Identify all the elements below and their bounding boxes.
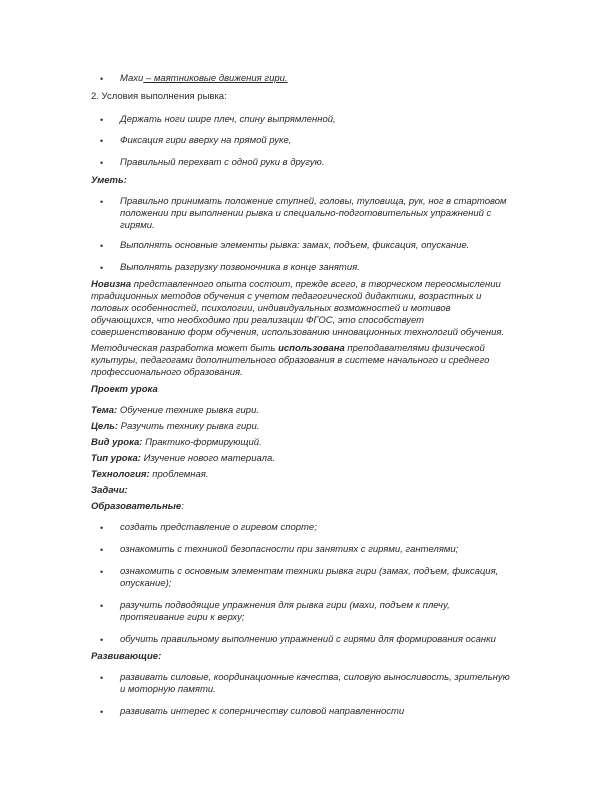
paragraph-line: совершенствованию форм обучения, использованию инновационных технологий обучения. [91,327,505,338]
paragraph-line: традиционных методов обучения с учетом педагогической дидактики, возрастных и [91,291,482,302]
field-line [91,421,259,433]
bullet-icon: • [100,635,104,645]
list-item-line: развивать силовые, координационные качества, силовую выносливость, зрительную [120,672,510,683]
field-label: Задачи: [91,485,128,496]
paragraph-line: половых особенностей, психологии, индивидуальных возможностей и мотивов [91,303,451,314]
heading-text: Развивающие: [91,651,162,662]
bullet-icon: • [100,136,104,146]
bullet-icon: • [100,263,104,273]
list-item: ознакомить с техникой безопасности при занятиях с гирями, гантелями; [120,544,459,555]
bullet-icon: • [100,115,104,125]
list-item: развивать интерес к соперничеству силовой направленности [120,706,405,717]
list-item-line: гирями. [120,220,155,231]
list-item: Фиксация гири вверху на прямой руке, [120,135,292,146]
field-label: Тема: [91,405,118,416]
paragraph-line: обучающихся, что необходимо при реализации ФГОС, это способствует [91,315,425,326]
paragraph-text: Методическая разработка может быть [91,343,279,354]
field-value: Практико-формирующий. [142,437,262,448]
bullet-icon: • [100,567,104,577]
list-item-line: протягивание гири к верху; [120,612,245,623]
field-line [91,405,259,417]
heading-text: Проект урока [91,384,158,395]
bullet-icon: • [100,523,104,533]
bullet-icon: • [100,601,104,611]
list-item-text: Махи [120,73,144,84]
list-item-line: опускание); [120,578,172,589]
emphasis-text: использована [278,343,345,354]
paragraph-line [91,343,485,355]
bullet-icon: • [100,158,104,168]
bullet-icon: • [100,241,104,251]
bullet-icon: • [100,545,104,555]
section-heading [91,651,161,663]
list-item: Выполнять основные элементы рывка: замах, подъем, фиксация, опускание. [120,240,470,251]
list-item-line: Правильно принимать положение ступней, головы, туловища, рук, ног в стартовом [120,196,507,207]
bullet-icon: • [100,707,104,717]
field-line [91,485,128,497]
list-item: Держать ноги шире плеч, спину выпрямленной, [120,114,336,125]
list-item-line: и моторную памяти. [120,684,216,695]
field-value: проблемная. [149,469,209,480]
list-item-line: положении при выполнении рывка и специально-подготовительных упражнений с [120,208,492,219]
section-heading: 2. Условия выполнения рывка: [91,91,227,102]
list-item-line: разучить подводящие упражнения для рывка гири (махи, подъем к плечу, [120,600,450,611]
list-item: Правильный перехват с одной руки в другую. [120,157,325,168]
list-item [120,73,288,85]
bullet-icon: • [100,197,104,207]
field-line [91,453,275,465]
heading-text: Уметь: [91,175,127,186]
heading-text: Образовательные [91,501,182,512]
field-label: Вид урока: [91,437,143,448]
field-value: Обучение технике рывка гири. [117,405,260,416]
heading-colon: : [181,501,184,512]
section-heading [91,384,158,396]
field-label: Технология: [91,469,150,480]
list-item: Выполнять разгрузку позвоночника в конце занятия. [120,262,360,273]
section-heading [91,175,127,187]
field-label: Цель: [91,421,119,432]
paragraph-line: культуры, педагогами дополнительного образования в системе начального и среднего [91,355,490,366]
list-item: обучить правильному выполнению упражнений с гирями для формирования осанки [120,634,496,645]
list-item-text: – маятниковые движения гири. [143,73,288,84]
paragraph-line [91,279,501,291]
paragraph-text: преподавателями физической [344,343,485,354]
paragraph-line: профессионального образования. [91,367,243,378]
bullet-icon: • [100,673,104,683]
field-value: Разучить технику рывка гири. [118,421,260,432]
bullet-icon: • [100,74,104,84]
field-label: Тип урока: [91,453,141,464]
list-item: создать представление о гиревом спорте; [120,522,317,533]
field-line [91,437,262,449]
section-heading [91,501,184,513]
field-line [91,469,209,481]
paragraph-text: представленного опыта состоит, прежде всего, в творческом переосмыслении [131,279,501,290]
emphasis-text: Новизна [91,279,132,290]
list-item-line: ознакомить с основным элементам техники рывка гири (замах, подъем, фиксация, [120,566,499,577]
field-value: Изучение нового материала. [140,453,275,464]
